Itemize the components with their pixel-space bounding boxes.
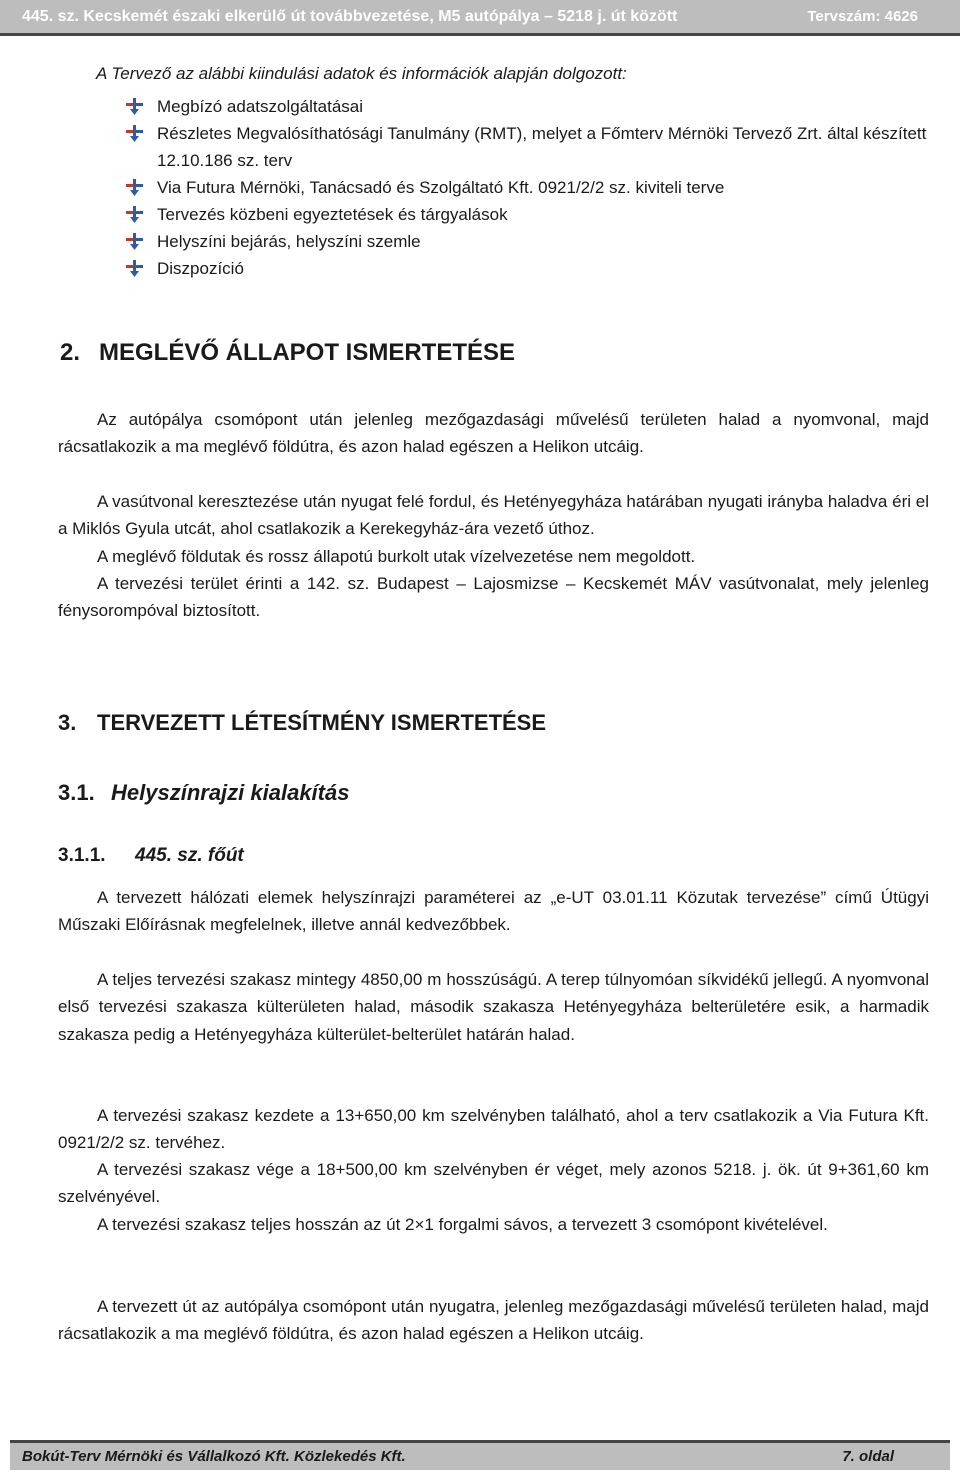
paragraph: A meglévő földutak és rossz állapotú burkolt utak vízelvezetése nem megoldott. <box>97 547 696 566</box>
plan-number: Tervszám: 4626 <box>807 8 918 25</box>
list-item-text: Helyszíni bejárás, helyszíni szemle <box>157 232 421 251</box>
page-header <box>0 0 960 36</box>
section-3-heading <box>58 710 546 736</box>
list-item <box>126 120 936 174</box>
page-footer <box>10 1440 950 1470</box>
arrow-down-bullet-icon <box>126 233 143 250</box>
intro-text: A Tervező az alábbi kiindulási adatok és információk alapján dolgozott: <box>96 64 627 83</box>
list-item <box>126 255 936 282</box>
arrow-down-bullet-icon <box>126 260 143 277</box>
section-2-title: MEGLÉVŐ ÁLLAPOT ISMERTETÉSE <box>99 339 516 366</box>
list-item-text: Via Futura Mérnöki, Tanácsadó és Szolgáltató Kft. 0921/2/2 sz. kiviteli terve <box>157 178 725 197</box>
paragraph: A tervezési szakasz kezdete a 13+650,00 km szelvényben található, ahol a terv csatlakozik a Via Futura Kft. 0921/2/2 sz. tervéhez. <box>58 1106 929 1153</box>
footer-company: Bokút-Terv Mérnöki és Vállalkozó Kft. Közlekedés Kft. <box>22 1448 406 1465</box>
footer-page-number: 7. oldal <box>842 1448 894 1465</box>
list-item-text: Megbízó adatszolgáltatásai <box>157 97 364 116</box>
section-3-1-1-title: 445. sz. főút <box>135 845 244 866</box>
list-item <box>126 93 936 120</box>
paragraph: A tervezett út az autópálya csomópont után nyugatra, jelenleg mezőgazdasági művelésű területen halad, majd rácsatlakozik a ma meglévő földútra, és azon halad egészen a Helikon utcáig. <box>58 1297 929 1344</box>
section-3-1-heading <box>58 780 349 806</box>
list-item-text: Tervezés közbeni egyeztetések és tárgyalások <box>157 205 508 224</box>
header-title: 445. sz. Kecskemét északi elkerülő út továbbvezetése, M5 autópálya – 5218 j. út között <box>22 7 678 25</box>
paragraph: A teljes tervezési szakasz mintegy 4850,00 m hosszúságú. A terep túlnyomóan síkvidékű jellegű. A nyomvonal első tervezési szakasza külterületen halad, második szakasza Hetényegyháza belterületére esik, a harmadik szakasza pedig a Hetényegyháza külterület-belterület határán halad. <box>58 970 929 1044</box>
arrow-down-bullet-icon <box>126 179 143 196</box>
list-item <box>126 174 936 201</box>
paragraph: A tervezett hálózati elemek helyszínrajzi paraméterei az „e-UT 03.01.11 Közutak tervezése” című Útügyi Műszaki Előírásnak megfelelnek, illetve annál kedvezőbbek. <box>58 888 929 935</box>
arrow-down-bullet-icon <box>126 206 143 223</box>
list-item-text: Diszpozíció <box>157 259 244 278</box>
section-2-number: 2. <box>60 339 81 366</box>
section-3-title: TERVEZETT LÉTESÍTMÉNY ISMERTETÉSE <box>97 710 547 735</box>
paragraph: Az autópálya csomópont után jelenleg mezőgazdasági művelésű területen halad a nyomvonal, majd rácsatlakozik a ma meglévő földútra, és azon halad egészen a Helikon utcáig. <box>58 410 929 457</box>
paragraph: A vasútvonal keresztezése után nyugat felé fordul, és Hetényegyháza határában nyugati irányba haladva éri el a Miklós Gyula utcát, ahol csatlakozik a Kerekegyház-ára vezető úthoz. <box>58 492 929 539</box>
section-3-1-1-heading <box>58 845 244 867</box>
arrow-down-bullet-icon <box>126 98 143 115</box>
list-item <box>126 228 936 255</box>
source-list <box>126 93 936 282</box>
section-3-number: 3. <box>58 710 77 735</box>
paragraph: A tervezési szakasz teljes hosszán az út 2×1 forgalmi sávos, a tervezett 3 csomópont kivételével. <box>97 1215 828 1234</box>
paragraph: A tervezési terület érinti a 142. sz. Budapest – Lajosmizse – Kecskemét MÁV vasútvonalat, mely jelenleg fénysorompóval biztosított. <box>58 574 929 621</box>
section-3-1-1-number: 3.1.1. <box>58 845 106 866</box>
paragraph: A tervezési szakasz vége a 18+500,00 km szelvényben ér véget, mely azonos 5218. j. ök. út 9+361,60 km szelvényével. <box>58 1160 929 1207</box>
section-3-1-number: 3.1. <box>58 780 95 805</box>
section-2-heading <box>60 339 515 367</box>
list-item <box>126 201 936 228</box>
list-item-text: Részletes Megvalósíthatósági Tanulmány (RMT), melyet a Főmterv Mérnöki Tervező Zrt. által készített 12.10.186 sz. terv <box>157 124 927 170</box>
arrow-down-bullet-icon <box>126 125 143 142</box>
section-3-1-title: Helyszínrajzi kialakítás <box>111 780 350 805</box>
